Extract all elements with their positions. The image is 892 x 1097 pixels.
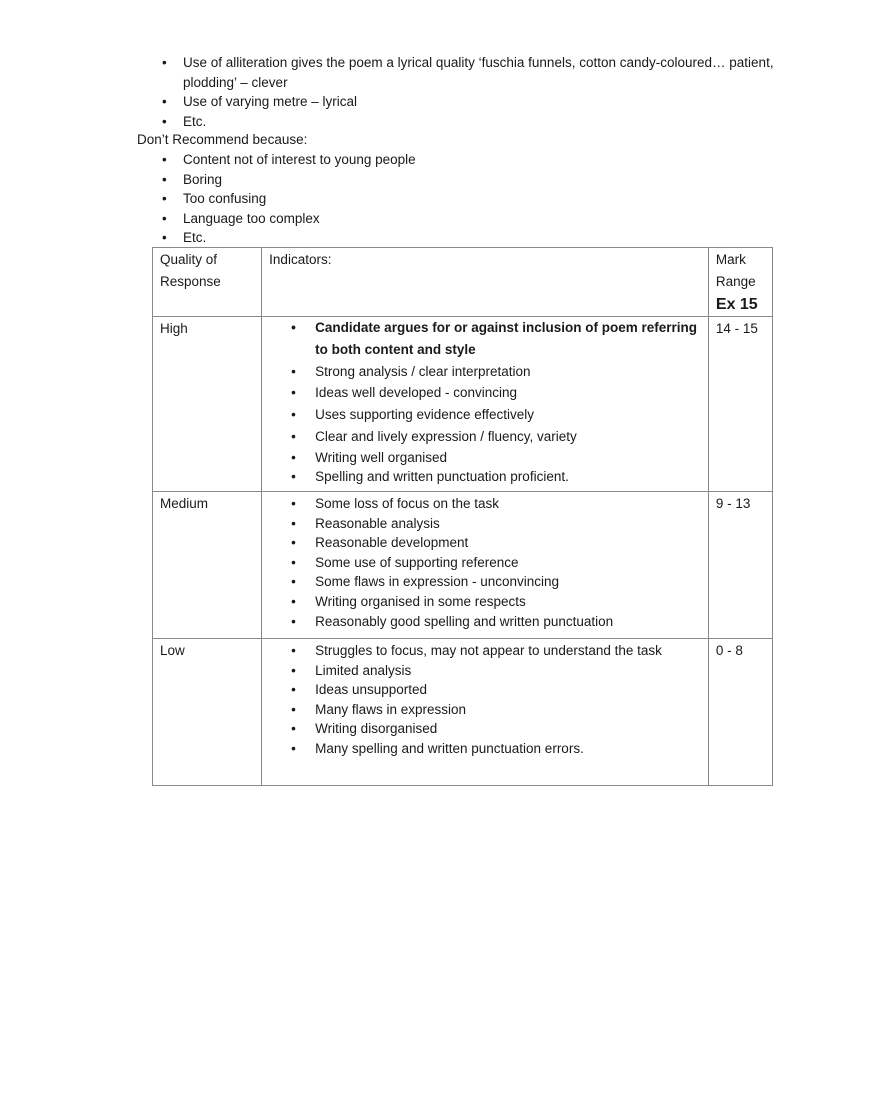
list-item xyxy=(291,719,702,739)
list-item xyxy=(291,592,702,612)
list-item xyxy=(162,228,683,248)
list-item-text: Use of varying metre – lyrical xyxy=(183,94,358,110)
indicator-text: Writing disorganised xyxy=(315,721,438,737)
quality-cell xyxy=(153,492,262,639)
list-item xyxy=(291,553,702,573)
marking-rubric-table xyxy=(152,247,773,786)
indicators-cell xyxy=(262,639,709,786)
list-item xyxy=(291,612,702,632)
indicator-text: Many flaws in expression xyxy=(315,701,466,717)
indicator-text: Reasonable development xyxy=(315,535,469,551)
table-row xyxy=(153,639,773,786)
list-item xyxy=(291,572,702,592)
indicators-cell xyxy=(262,492,709,639)
bullet-icon: • xyxy=(162,152,167,167)
bullet-icon: • xyxy=(291,554,296,570)
list-item xyxy=(291,739,702,759)
list-item-text: Boring xyxy=(183,171,223,187)
indicator-text: Some flaws in expression - unconvincing xyxy=(315,574,560,590)
bullet-icon: • xyxy=(291,593,296,609)
header-exercise: Ex 15 xyxy=(715,296,758,313)
mark-range: 0 - 8 xyxy=(715,643,743,658)
list-item xyxy=(162,150,683,170)
list-item xyxy=(291,404,702,426)
list-item xyxy=(291,680,702,700)
bullet-icon: • xyxy=(291,721,296,737)
quality-cell xyxy=(153,317,262,492)
indicator-text: Clear and lively expression / fluency, variety xyxy=(315,428,577,444)
quality-level: Medium xyxy=(160,496,209,511)
bullet-icon: • xyxy=(162,230,167,246)
list-item xyxy=(162,53,783,92)
indicator-text: Reasonably good spelling and written punctuation xyxy=(315,613,614,629)
list-item xyxy=(162,209,683,229)
indicators-list xyxy=(262,317,708,490)
recommend-points-list xyxy=(162,53,783,131)
indicator-text: Some use of supporting reference xyxy=(315,554,519,570)
indicator-text: Ideas well developed - convincing xyxy=(315,385,518,401)
list-item xyxy=(291,641,702,661)
list-item xyxy=(162,92,783,112)
quality-cell xyxy=(153,639,262,786)
list-item-text: Use of alliteration gives the poem a lyrical quality ‘fuschia funnels, cotton candy-coloured… patient, plodding’ – clever xyxy=(183,55,774,90)
bullet-icon: • xyxy=(291,428,296,444)
indicator-text: Many spelling and written punctuation errors. xyxy=(315,740,584,756)
bullet-icon: • xyxy=(291,643,296,658)
table-header-row xyxy=(153,248,773,317)
bullet-icon: • xyxy=(162,210,167,226)
indicators-list xyxy=(262,639,708,762)
mark-cell xyxy=(708,639,772,786)
list-item xyxy=(291,361,702,383)
list-item xyxy=(162,170,683,190)
table-row xyxy=(153,492,773,639)
list-item xyxy=(291,533,702,553)
header-indicators-cell xyxy=(262,248,709,317)
list-item xyxy=(291,700,702,720)
header-quality: Quality of Response xyxy=(160,252,221,289)
header-mark-range: Mark Range xyxy=(715,252,756,289)
mark-range: 9 - 13 xyxy=(715,496,751,511)
list-item-text: Etc. xyxy=(183,230,207,246)
bullet-icon: • xyxy=(291,385,296,401)
bullet-icon: • xyxy=(291,613,296,629)
indicator-text: Limited analysis xyxy=(315,662,412,678)
list-item xyxy=(162,189,683,209)
mark-cell xyxy=(708,317,772,492)
header-indicators: Indicators: xyxy=(269,252,332,267)
list-item xyxy=(291,382,702,404)
bullet-icon: • xyxy=(162,171,167,187)
list-item-text: Content not of interest to young people xyxy=(183,152,416,167)
table-row xyxy=(153,317,773,492)
bullet-icon: • xyxy=(291,740,296,756)
list-item xyxy=(291,494,702,514)
list-item xyxy=(291,467,702,487)
indicator-text: Struggles to focus, may not appear to understand the task xyxy=(315,643,662,658)
indicator-text: Candidate argues for or against inclusion of poem referring to both content and style xyxy=(315,320,697,357)
indicator-text: Reasonable analysis xyxy=(315,515,440,531)
bullet-icon: • xyxy=(291,515,296,531)
bullet-icon: • xyxy=(291,574,296,590)
indicator-text: Strong analysis / clear interpretation xyxy=(315,363,531,379)
list-item-text: Language too complex xyxy=(183,210,320,226)
indicator-text: Ideas unsupported xyxy=(315,682,428,698)
list-item-text: Etc. xyxy=(183,113,207,129)
mark-range: 14 - 15 xyxy=(715,321,758,336)
mark-cell xyxy=(708,492,772,639)
list-item xyxy=(291,514,702,534)
quality-level: Low xyxy=(160,643,185,658)
indicator-text: Some loss of focus on the task xyxy=(315,496,500,511)
bullet-icon: • xyxy=(162,55,167,70)
indicator-text: Writing well organised xyxy=(315,449,447,465)
indicators-list xyxy=(262,492,708,634)
bullet-icon: • xyxy=(162,191,167,207)
bullet-icon: • xyxy=(291,363,296,379)
bullet-icon: • xyxy=(291,662,296,678)
bullet-icon: • xyxy=(291,469,296,485)
dont-recommend-list xyxy=(162,150,683,248)
bullet-icon: • xyxy=(291,535,296,551)
bullet-icon: • xyxy=(291,449,296,465)
indicator-text: Uses supporting evidence effectively xyxy=(315,407,535,423)
bullet-icon: • xyxy=(291,682,296,698)
indicator-text: Spelling and written punctuation proficient. xyxy=(315,469,569,485)
dont-recommend-heading: Don’t Recommend because: xyxy=(137,132,308,147)
bullet-icon: • xyxy=(291,496,296,511)
bullet-icon: • xyxy=(291,320,296,335)
header-quality-cell xyxy=(153,248,262,317)
list-item xyxy=(291,661,702,681)
list-item xyxy=(162,112,783,132)
indicators-cell xyxy=(262,317,709,492)
bullet-icon: • xyxy=(162,94,167,110)
list-item xyxy=(291,317,702,361)
quality-level: High xyxy=(160,321,188,336)
header-mark-cell xyxy=(708,248,772,317)
indicator-text: Writing organised in some respects xyxy=(315,593,526,609)
bullet-icon: • xyxy=(162,113,167,129)
list-item-text: Too confusing xyxy=(183,191,267,207)
list-item xyxy=(291,426,702,448)
list-item xyxy=(291,448,702,468)
bullet-icon: • xyxy=(291,407,296,423)
bullet-icon: • xyxy=(291,701,296,717)
